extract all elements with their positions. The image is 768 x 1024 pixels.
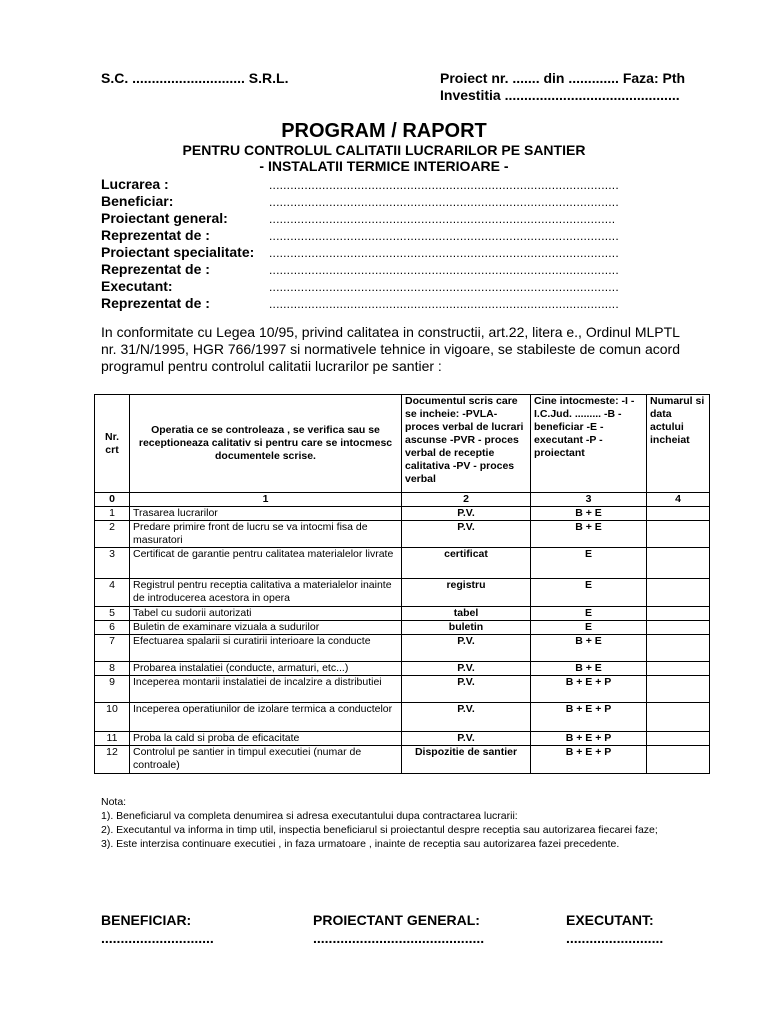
index-cell: 0 [95, 493, 130, 507]
row-nr: 3 [95, 548, 130, 579]
row-number [647, 579, 710, 607]
field-label-beneficiar: Beneficiar: [101, 193, 174, 209]
field-label-reprezentat-3: Reprezentat de : [101, 295, 210, 311]
row-nr: 9 [95, 676, 130, 703]
row-number [647, 548, 710, 579]
signature-beneficiar-line: ............................. [101, 930, 214, 946]
row-nr: 12 [95, 746, 130, 774]
row-number [647, 746, 710, 774]
note-item: 2). Executantul va informa in timp util, inspectia beneficiarul si proiectantul despre receptia sau autorizarea fiecarei faze; [101, 824, 658, 836]
index-cell: 2 [402, 493, 531, 507]
notes-title: Nota: [101, 796, 127, 808]
row-who: B + E [531, 635, 647, 662]
row-number [647, 703, 710, 732]
row-operation: Inceperea operatiunilor de izolare termica a conductelor [130, 703, 402, 732]
row-operation: Registrul pentru receptia calitativa a materialelor inainte de introducerea acestora in opera [130, 579, 402, 607]
index-cell: 3 [531, 493, 647, 507]
row-document: Dispozitie de santier [402, 746, 531, 774]
intro-paragraph: In conformitate cu Legea 10/95, privind calitatea in constructii, art.22, litera e., Ordinul MLPTL nr. 31/N/1995, HGR 766/1997 si normativele tehnice in vigoare, se stabileste de comun acord programul pentru controlul calitatii lucrarilor pe santier : [101, 324, 680, 374]
header-nr: Nr. crt [95, 395, 130, 493]
row-operation: Efectuarea spalarii si curatirii interioare la conducte [130, 635, 402, 662]
control-program-table [94, 394, 710, 774]
field-label-proiectant-general: Proiectant general: [101, 210, 228, 226]
field-value-reprezentat-2: ................................................................................................... [269, 263, 619, 277]
row-document: registru [402, 579, 531, 607]
row-document: P.V. [402, 676, 531, 703]
table-row [95, 703, 710, 732]
row-who: B + E [531, 662, 647, 676]
row-operation: Trasarea lucrarilor [130, 507, 402, 521]
table-row [95, 746, 710, 774]
investment-line: Investitia ............................................. [440, 87, 680, 103]
row-who: B + E + P [531, 676, 647, 703]
table-header-row [95, 395, 710, 493]
field-value-proiectant-general: .................................................................................................. [269, 212, 616, 226]
signature-executant-line: ......................... [566, 930, 664, 946]
header-number: Numarul si data actului incheiat [647, 395, 710, 493]
row-who: B + E [531, 521, 647, 548]
row-who: B + E + P [531, 703, 647, 732]
row-document: P.V. [402, 662, 531, 676]
index-cell: 4 [647, 493, 710, 507]
row-nr: 10 [95, 703, 130, 732]
table-index-row [95, 493, 710, 507]
field-label-executant: Executant: [101, 278, 173, 294]
note-item: 1). Beneficiarul va completa denumirea si adresa executantului dupa contractarea lucrarii: [101, 810, 518, 822]
row-number [647, 635, 710, 662]
row-operation: Buletin de examinare vizuala a sudurilor [130, 621, 402, 635]
signature-executant-label: EXECUTANT: [566, 912, 654, 928]
row-number [647, 507, 710, 521]
note-item: 3). Este interzisa continuare executiei , in faza urmatoare , inainte de receptia sau autorizarea fazei precedente. [101, 838, 620, 850]
notes-section [101, 795, 701, 851]
field-value-beneficiar: ................................................................................................... [269, 195, 619, 209]
table-row [95, 635, 710, 662]
row-nr: 5 [95, 607, 130, 621]
row-number [647, 662, 710, 676]
field-label-proiectant-specialitate: Proiectant specialitate: [101, 244, 255, 260]
row-number [647, 621, 710, 635]
row-operation: Predare primire front de lucru se va intocmi fisa de masuratori [130, 521, 402, 548]
row-who: E [531, 579, 647, 607]
table-row [95, 548, 710, 579]
row-operation: Inceperea montarii instalatiei de incalzire a distributiei [130, 676, 402, 703]
row-operation: Controlul pe santier in timpul executiei (numar de controale) [130, 746, 402, 774]
header-document: Documentul scris care se incheie: -PVLA-proces verbal de lucrari ascunse -PVR - proces verbal de receptie calitativa -PV - proces verbal [402, 395, 531, 493]
row-document: P.V. [402, 521, 531, 548]
field-value-executant: ................................................................................................... [269, 280, 619, 294]
row-nr: 7 [95, 635, 130, 662]
project-number: Proiect nr. ....... din ............. Faza: Pth [440, 70, 686, 86]
row-who: B + E + P [531, 746, 647, 774]
field-value-proiectant-specialitate: ................................................................................................... [269, 246, 619, 260]
row-nr: 8 [95, 662, 130, 676]
table-row [95, 607, 710, 621]
header-operation: Operatia ce se controleaza , se verifica sau se receptioneaza calitativ si pentru care se intocmesc documentele scrise. [130, 395, 402, 493]
row-document: P.V. [402, 507, 531, 521]
row-document: buletin [402, 621, 531, 635]
row-document: certificat [402, 548, 531, 579]
row-operation: Certificat de garantie pentru calitatea materialelor livrate [130, 548, 402, 579]
row-who: B + E [531, 507, 647, 521]
row-operation: Tabel cu sudorii autorizati [130, 607, 402, 621]
field-label-reprezentat-2: Reprezentat de : [101, 261, 210, 277]
row-document: P.V. [402, 732, 531, 746]
row-document: tabel [402, 607, 531, 621]
page-subtitle-section: - INSTALATII TERMICE INTERIOARE - [259, 158, 509, 174]
field-value-lucrarea: ................................................................................................... [269, 178, 619, 192]
row-who: E [531, 548, 647, 579]
field-label-lucrarea: Lucrarea : [101, 176, 169, 192]
field-value-reprezentat-3: ................................................................................................... [269, 297, 619, 311]
table-row [95, 579, 710, 607]
page-subtitle: PENTRU CONTROLUL CALITATII LUCRARILOR PE SANTIER [182, 142, 586, 158]
row-number [647, 676, 710, 703]
row-number [647, 521, 710, 548]
row-number [647, 732, 710, 746]
field-value-reprezentat-1: ................................................................................................... [269, 229, 619, 243]
row-who: E [531, 621, 647, 635]
row-nr: 4 [95, 579, 130, 607]
field-label-reprezentat-1: Reprezentat de : [101, 227, 210, 243]
row-operation: Proba la cald si proba de eficacitate [130, 732, 402, 746]
row-nr: 6 [95, 621, 130, 635]
row-operation: Probarea instalatiei (conducte, armaturi, etc...) [130, 662, 402, 676]
row-document: P.V. [402, 635, 531, 662]
table-row [95, 521, 710, 548]
row-who: B + E + P [531, 732, 647, 746]
signature-proiectant-label: PROIECTANT GENERAL: [313, 912, 480, 928]
header-who: Cine intocmeste: -I - I.C.Jud. ......... -B - beneficiar -E - executant -P - proiectant [531, 395, 647, 493]
signature-beneficiar-label: BENEFICIAR: [101, 912, 192, 928]
row-who: E [531, 607, 647, 621]
table-row [95, 507, 710, 521]
row-nr: 2 [95, 521, 130, 548]
signature-proiectant-line: ............................................ [313, 930, 485, 946]
table-row [95, 676, 710, 703]
row-nr: 1 [95, 507, 130, 521]
table-row [95, 662, 710, 676]
index-cell: 1 [130, 493, 402, 507]
company-name: S.C. ............................. S.R.L. [101, 70, 289, 86]
page-title: PROGRAM / RAPORT [281, 120, 487, 142]
table-row [95, 732, 710, 746]
row-document: P.V. [402, 703, 531, 732]
row-nr: 11 [95, 732, 130, 746]
table-row [95, 621, 710, 635]
row-number [647, 607, 710, 621]
